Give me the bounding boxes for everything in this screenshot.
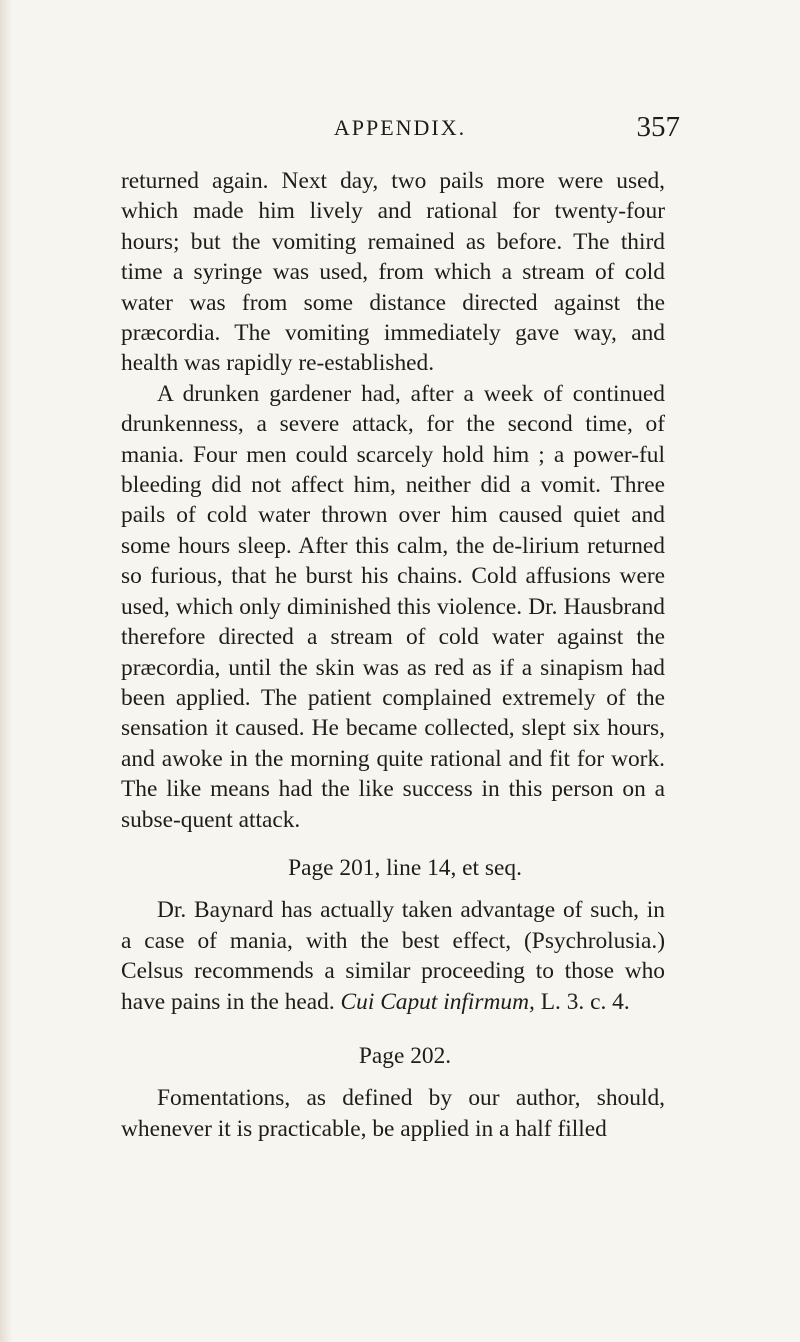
latin-citation: Cui Caput infirmum, bbox=[340, 988, 535, 1015]
page-number: 357 bbox=[636, 111, 680, 143]
page-header-title: APPENDIX. bbox=[333, 115, 467, 140]
page-edge bbox=[0, 0, 12, 1342]
paragraph-continuation: returned again. Next day, two pails more were used, which made him lively and rational for twenty-four hours; but the vomiting remained as before. The third time a syringe was used, from which a stream of cold water was from some distance directed against the præcordia. The vomiting immediately gave way, and health was rapidly re-established. bbox=[121, 168, 665, 377]
body-text bbox=[121, 166, 665, 1144]
paragraph-fomentations: Fomentations, as defined by our author, should, whenever it is practicable, be applied in a half filled bbox=[121, 1085, 665, 1142]
section-heading-page-202: Page 202. bbox=[358, 1042, 452, 1069]
section-heading-page-201: Page 201, line 14, et seq. bbox=[288, 854, 522, 881]
paragraph-drunken-gardener: A drunken gardener had, after a week of continued drunkenness, a severe attack, for the second time, of mania. Four men could scarcely hold him ; a power-ful bleeding did not affect him, neither did a vomit. Three pails of cold water thrown over him caused quiet and some hours sleep. After this calm, the de-lirium returned so furious, that he burst his chains. Cold affusions were used, which only diminished this violence. Dr. Hausbrand therefore directed a stream of cold water against the præcordia, until the skin was as red as if a sinapism had been applied. The patient complained extremely of the sensation it caused. He became collected, slept six hours, and awoke in the morning quite rational and fit for work. The like means had the like success in this person on a subse-quent attack. bbox=[121, 380, 665, 833]
paragraph-baynard bbox=[121, 895, 665, 1017]
paragraph-baynard-text: Dr. Baynard has actually taken advantage of such, in a case of mania, with the best effect, (Psychrolusia.) Celsus recommends a similar proceeding to those who have pains in the head. bbox=[121, 897, 665, 1015]
running-head bbox=[120, 111, 680, 151]
paragraph-baynard-reference: L. 3. c. 4. bbox=[534, 988, 630, 1015]
